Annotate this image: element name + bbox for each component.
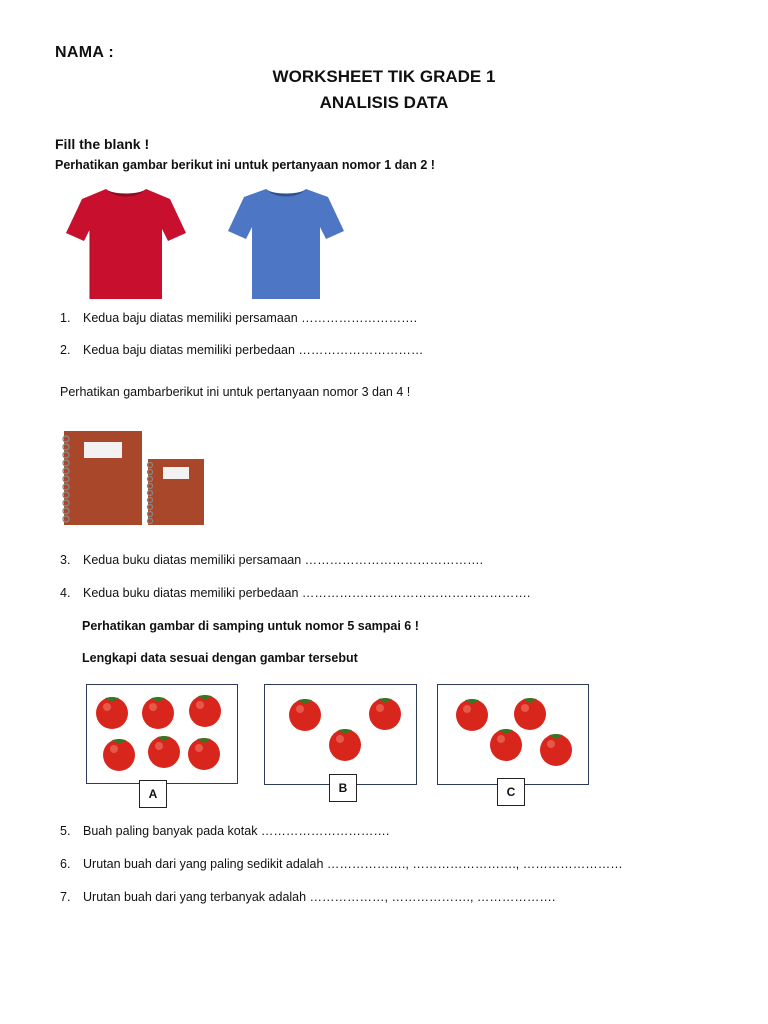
question-2: 2. Kedua baju diatas memiliki perbedaan ………………………… bbox=[60, 343, 424, 357]
worksheet-title: WORKSHEET TIK GRADE 1 bbox=[272, 67, 496, 86]
question-6: 6. Urutan buah dari yang paling sedikit adalah ………………., ……………………., …………………… bbox=[60, 857, 623, 871]
blue-shirt-image bbox=[222, 183, 350, 303]
box-label-c: C bbox=[497, 778, 525, 806]
worksheet-subtitle: ANALISIS DATA bbox=[319, 93, 449, 112]
tomato-icon bbox=[289, 699, 321, 731]
question-5: 5. Buah paling banyak pada kotak …………………………. bbox=[60, 824, 390, 838]
question-1: 1. Kedua baju diatas memiliki persamaan ………………………. bbox=[60, 311, 418, 325]
red-shirt-image bbox=[62, 183, 190, 303]
tomato-icon bbox=[188, 738, 220, 770]
question-7: 7. Urutan buah dari yang terbanyak adalah ………………, ………………., ………………. bbox=[60, 890, 556, 904]
notebooks-image bbox=[58, 427, 208, 527]
tomato-box-c bbox=[437, 684, 589, 785]
tomato-icon bbox=[148, 736, 180, 768]
tomato-icon bbox=[369, 698, 401, 730]
instruction-q5-q6: Perhatikan gambar di samping untuk nomor 5 sampai 6 ! bbox=[82, 619, 419, 633]
tomato-icon bbox=[456, 699, 488, 731]
tomato-icon bbox=[540, 734, 572, 766]
tomato-box-a bbox=[86, 684, 238, 784]
instruction-q1-q2: Perhatikan gambar berikut ini untuk pertanyaan nomor 1 dan 2 ! bbox=[55, 158, 435, 172]
instruction-q3-q4: Perhatikan gambarberikut ini untuk pertanyaan nomor 3 dan 4 ! bbox=[60, 385, 411, 399]
question-4: 4. Kedua buku diatas memiliki perbedaan ………………………………………………. bbox=[60, 586, 531, 600]
tomato-icon bbox=[103, 739, 135, 771]
tomato-icon bbox=[96, 697, 128, 729]
tomato-icon bbox=[490, 729, 522, 761]
tomato-icon bbox=[142, 697, 174, 729]
tomato-box-b bbox=[264, 684, 417, 785]
name-label: NAMA : bbox=[55, 44, 114, 61]
tomato-icon bbox=[329, 729, 361, 761]
tomato-icon bbox=[189, 695, 221, 727]
fill-blank-heading: Fill the blank ! bbox=[55, 136, 150, 152]
question-3: 3. Kedua buku diatas memiliki persamaan ……………………………………. bbox=[60, 553, 484, 567]
instruction-complete-data: Lengkapi data sesuai dengan gambar tersebut bbox=[82, 651, 358, 665]
box-label-b: B bbox=[329, 774, 357, 802]
tomato-icon bbox=[514, 698, 546, 730]
box-label-a: A bbox=[139, 780, 167, 808]
